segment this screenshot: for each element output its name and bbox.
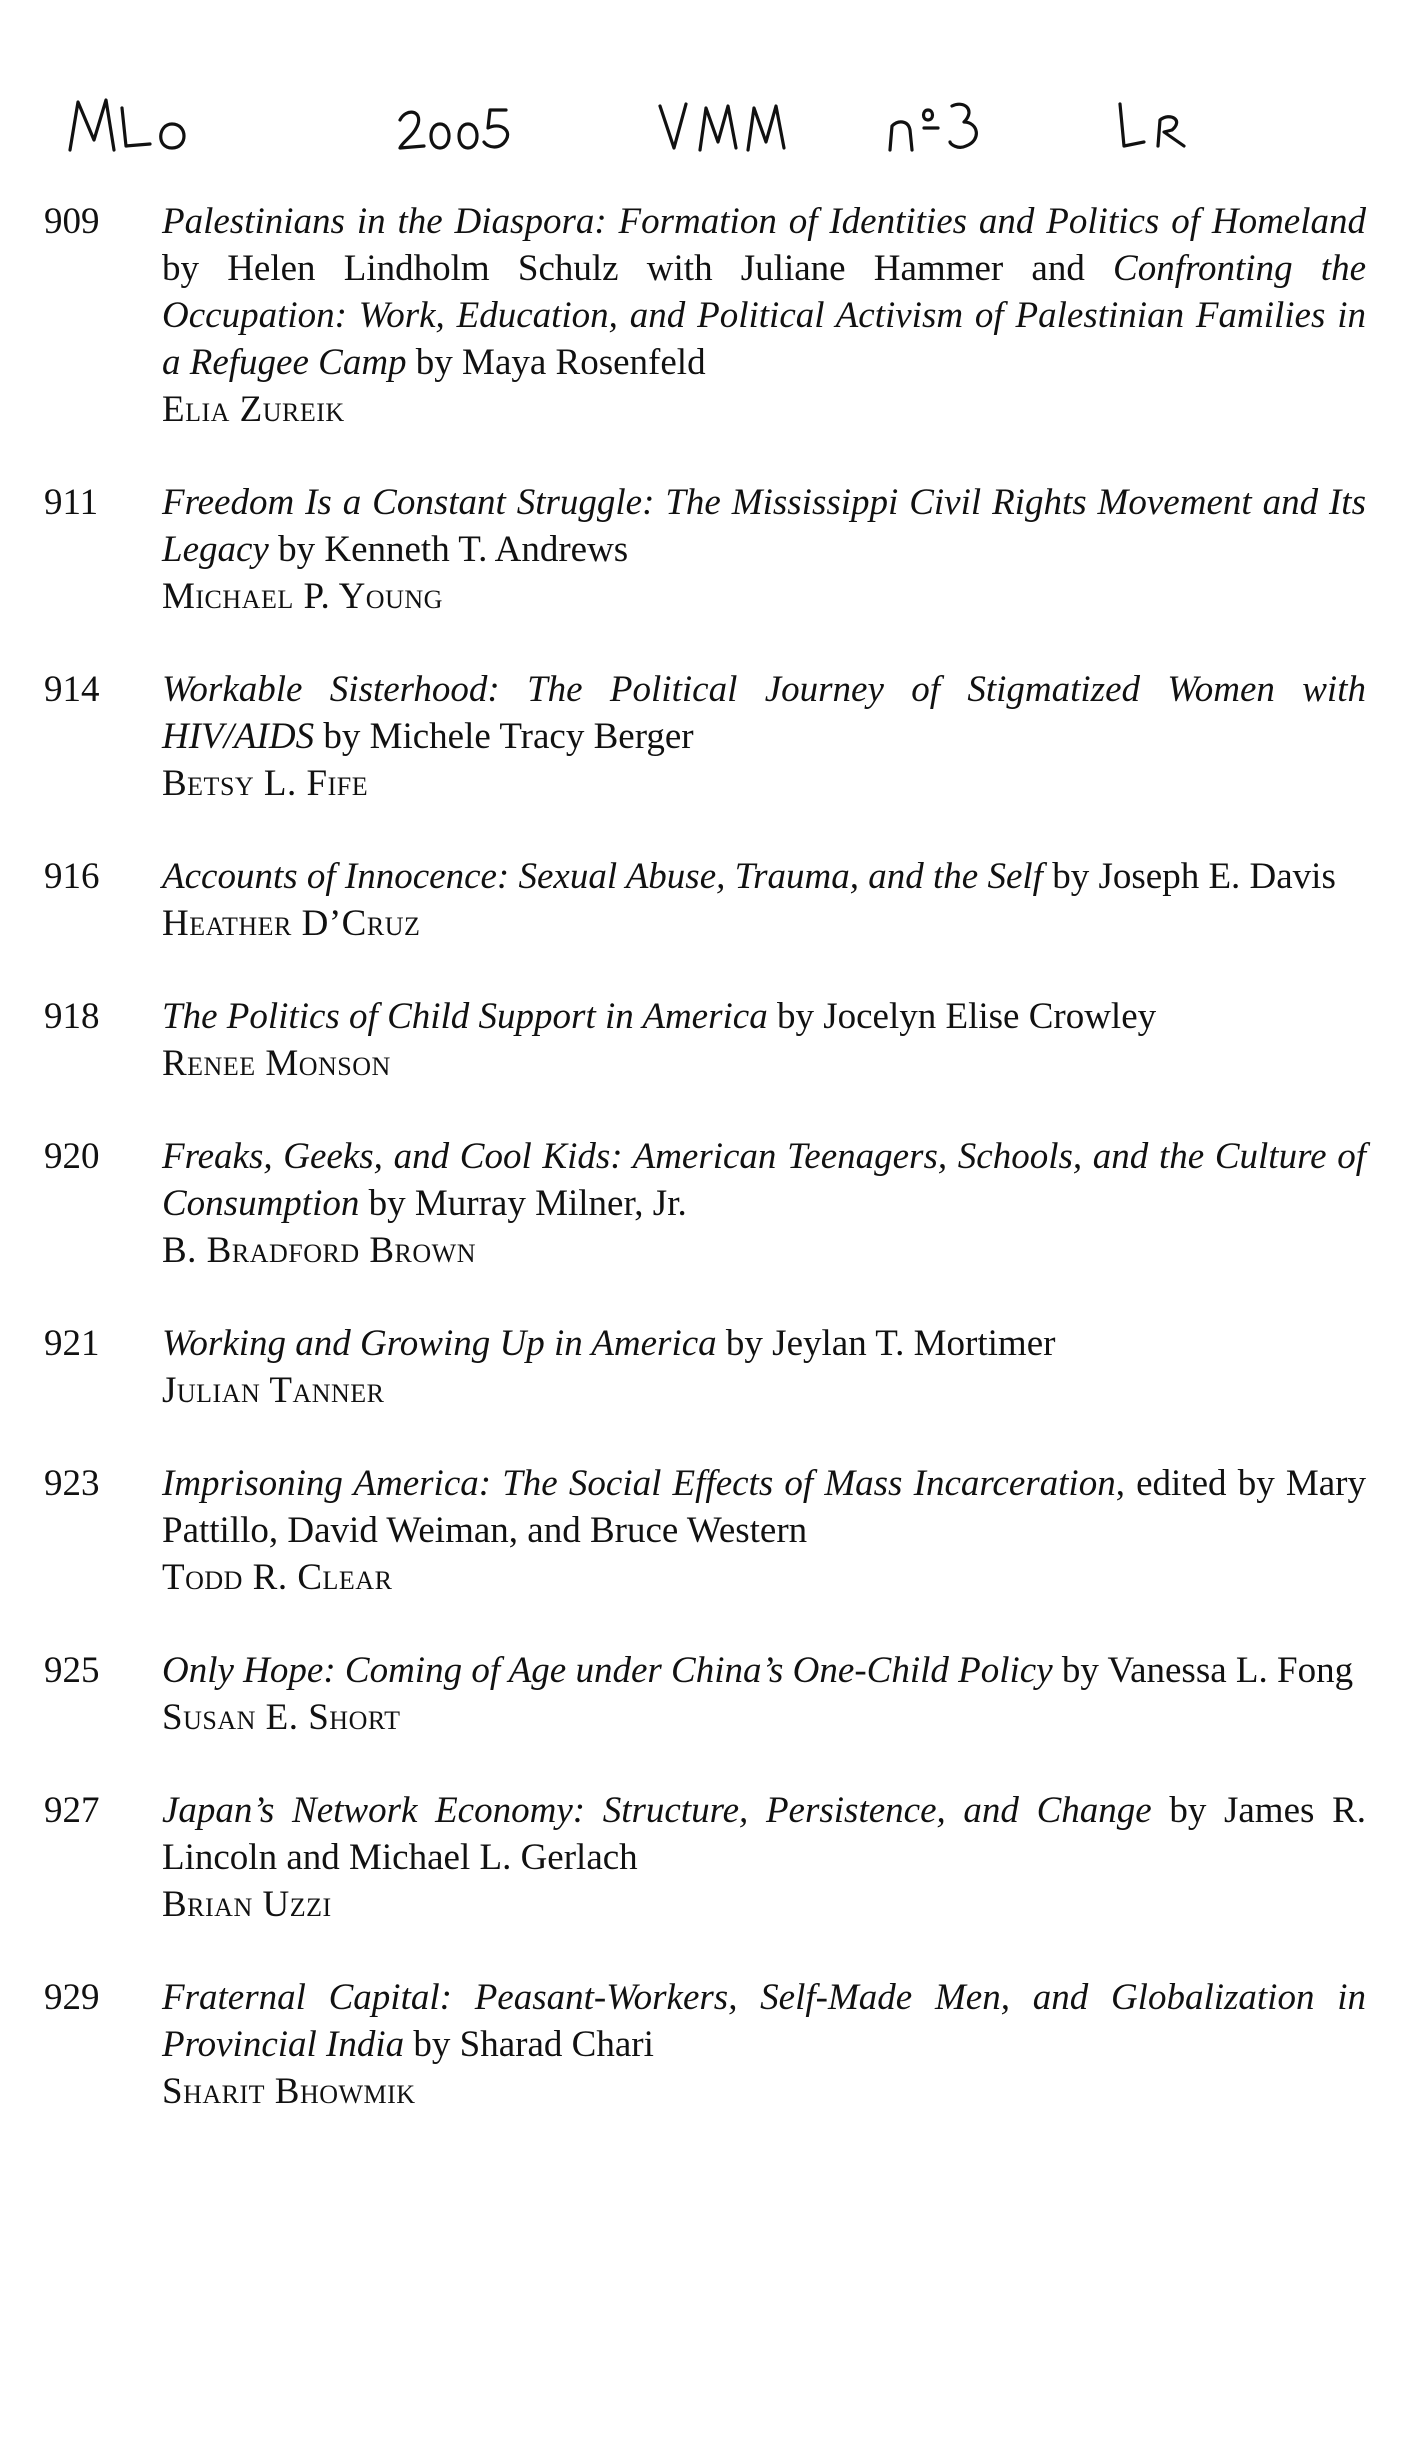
review-entry — [36, 853, 1366, 947]
page-number: 920 — [44, 1136, 100, 1177]
page-number: 911 — [44, 482, 99, 523]
book-title: Imprisoning America: The Social Effects of Mass Incarceration — [162, 1463, 1116, 1504]
review-entry-body — [162, 993, 1366, 1087]
reviewer-name: Brian Uzzi — [162, 1884, 332, 1925]
review-entry-body — [162, 1320, 1366, 1414]
page-number: 927 — [44, 1790, 100, 1831]
page-number: 914 — [44, 669, 100, 710]
review-entry-body — [162, 1460, 1366, 1601]
book-citation — [162, 1133, 1366, 1227]
handwritten-note-scribble — [60, 80, 1240, 170]
reviewer-name: Sharit Bhowmik — [162, 2071, 416, 2112]
review-entry-body — [162, 1647, 1366, 1741]
review-entry — [36, 1974, 1366, 2115]
reviewer-name: Michael P. Young — [162, 576, 443, 617]
book-title: Only Hope: Coming of Age under China’s One-Child Policy — [162, 1650, 1053, 1691]
reviewer-name: B. Bradford Brown — [162, 1230, 476, 1271]
review-entry — [36, 666, 1366, 807]
book-title: Workable Sisterhood: The Political Journey of Stigmatized Women with HIV/AIDS — [162, 669, 1366, 757]
book-title: Fraternal Capital: Peasant-Workers, Self-Made Men, and Globalization in Provincial India — [162, 1977, 1366, 2065]
book-citation — [162, 479, 1366, 573]
handwritten-annotation — [60, 80, 1240, 170]
review-entry-body — [162, 1974, 1366, 2115]
book-citation — [162, 1974, 1366, 2068]
reviewer-name: Susan E. Short — [162, 1697, 401, 1738]
book-title: Accounts of Innocence: Sexual Abuse, Trauma, and the Self — [162, 856, 1043, 897]
review-entry — [36, 1647, 1366, 1741]
reviewer-name: Betsy L. Fife — [162, 763, 369, 804]
review-entry — [36, 198, 1366, 433]
page-number: 925 — [44, 1650, 100, 1691]
review-entry-body — [162, 1133, 1366, 1274]
reviewer-name: Elia Zureik — [162, 389, 345, 430]
book-author: by Murray Milner, Jr. — [359, 1183, 687, 1224]
review-entry-body — [162, 666, 1366, 807]
page-number: 916 — [44, 856, 100, 897]
book-title: Freedom Is a Constant Struggle: The Mississippi Civil Rights Movement and Its Legacy — [162, 482, 1366, 570]
review-entry — [36, 1787, 1366, 1928]
book-title: Working and Growing Up in America — [162, 1323, 717, 1364]
book-author: by James R. Lincoln and Michael L. Gerlach — [162, 1790, 1366, 1878]
reviewer-name: Renee Monson — [162, 1043, 391, 1084]
page-number: 909 — [44, 201, 100, 242]
review-entry-body — [162, 1787, 1366, 1928]
review-entry-body — [162, 479, 1366, 620]
book-citation — [162, 853, 1366, 900]
reviewer-name: Todd R. Clear — [162, 1557, 393, 1598]
book-author: by Jocelyn Elise Crowley — [767, 996, 1157, 1037]
reviewer-name: Heather D’Cruz — [162, 903, 421, 944]
book-title: Freaks, Geeks, and Cool Kids: American Teenagers, Schools, and the Culture of Consumption — [162, 1136, 1366, 1224]
page-number: 921 — [44, 1323, 100, 1364]
book-author: , edited by Mary Pattillo, David Weiman, and Bruce Western — [162, 1463, 1366, 1551]
review-entry — [36, 1320, 1366, 1414]
book-author: by Maya Rosenfeld — [406, 342, 706, 383]
book-author: by Joseph E. Davis — [1042, 856, 1336, 897]
book-citation — [162, 198, 1366, 386]
book-author: by Kenneth T. Andrews — [268, 529, 629, 570]
review-entry — [36, 1460, 1366, 1601]
book-author: by Sharad Chari — [404, 2024, 654, 2065]
book-title: Confronting the Occupation: Work, Education, and Political Activism of Palestinian Families in a Refugee Camp — [162, 248, 1366, 383]
book-author: by Vanessa L. Fong — [1052, 1650, 1354, 1691]
book-citation — [162, 1460, 1366, 1554]
review-entry-body — [162, 853, 1366, 947]
book-citation — [162, 993, 1366, 1040]
book-title: Palestinians in the Diaspora: Formation of Identities and Politics of Homeland — [162, 201, 1366, 242]
review-entry — [36, 1133, 1366, 1274]
book-author: by Helen Lindholm Schulz with Juliane Hammer and — [162, 248, 1114, 289]
review-entry — [36, 993, 1366, 1087]
book-review-list — [36, 198, 1366, 2161]
book-author: by Michele Tracy Berger — [314, 716, 694, 757]
book-title: Japan’s Network Economy: Structure, Persistence, and Change — [162, 1790, 1152, 1831]
reviewer-name: Julian Tanner — [162, 1370, 385, 1411]
book-citation — [162, 666, 1366, 760]
review-entry — [36, 479, 1366, 620]
book-author: by Jeylan T. Mortimer — [716, 1323, 1056, 1364]
page-number: 929 — [44, 1977, 100, 2018]
page-number: 918 — [44, 996, 100, 1037]
book-citation — [162, 1787, 1366, 1881]
book-citation — [162, 1320, 1366, 1367]
book-title: The Politics of Child Support in America — [162, 996, 768, 1037]
page-number: 923 — [44, 1463, 100, 1504]
book-citation — [162, 1647, 1366, 1694]
review-entry-body — [162, 198, 1366, 433]
